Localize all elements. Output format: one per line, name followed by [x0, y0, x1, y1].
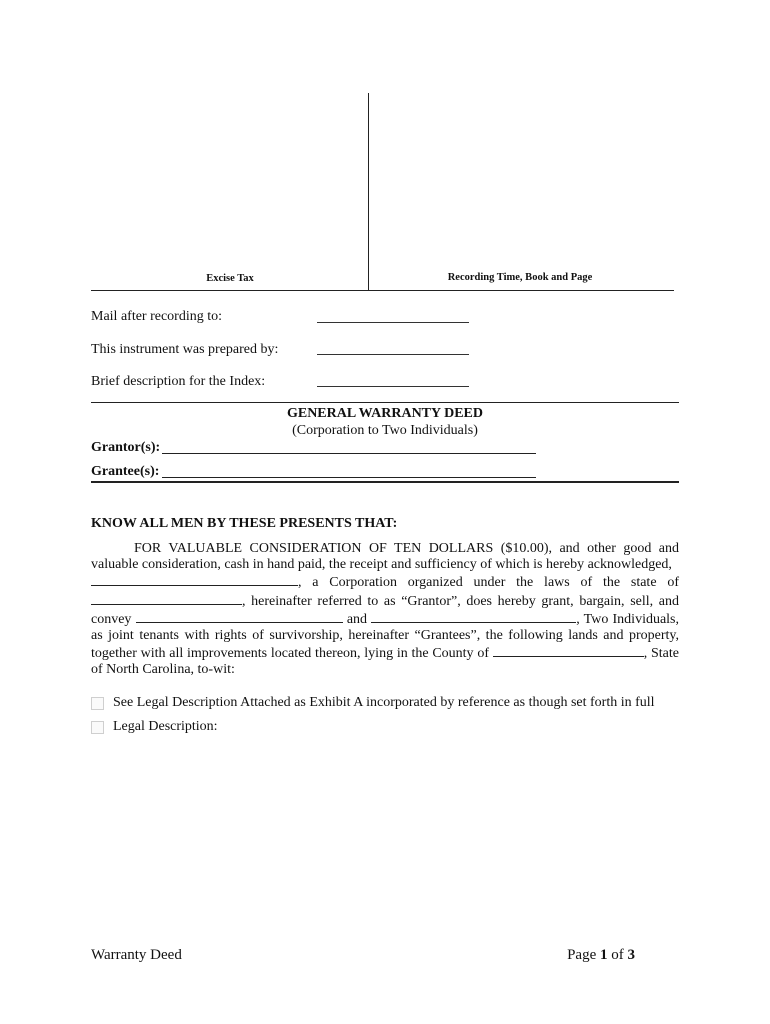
legal-checkbox[interactable]	[91, 721, 104, 734]
deed-rule	[91, 481, 679, 483]
mail-after-label: Mail after recording to:	[91, 309, 223, 324]
convey-text: convey	[91, 611, 132, 627]
survivorship-text: as joint tenants with rights of survivorship, hereinafter “Grantees”, the following lands and property,	[91, 628, 679, 644]
page-total: 3	[627, 947, 635, 963]
state-text: , State	[643, 646, 679, 662]
header-divider	[368, 93, 369, 290]
to-wit-text: of North Carolina, to-wit:	[91, 662, 235, 678]
grantor-field[interactable]	[162, 453, 536, 454]
page-number: 1	[600, 947, 608, 963]
county-field[interactable]	[493, 644, 644, 657]
corporation-text: , a Corporation organized under the laws of the state of	[298, 575, 679, 591]
deed-subtitle: (Corporation to Two Individuals)	[292, 423, 478, 438]
mail-after-field[interactable]	[317, 322, 469, 323]
exhibit-checkbox[interactable]	[91, 697, 104, 710]
two-individuals-text: , Two Individuals,	[576, 611, 680, 627]
page-of: of	[611, 947, 624, 963]
legal-label: Legal Description:	[113, 719, 218, 734]
grantee2-field[interactable]	[371, 610, 576, 623]
section-rule	[91, 402, 679, 403]
exhibit-label: See Legal Description Attached as Exhibit A incorporated by reference as though set forth in full	[113, 695, 655, 710]
page-prefix: Page	[567, 947, 597, 963]
legal-option[interactable]	[91, 719, 218, 735]
county-text: together with all improvements located thereon, lying in the County of	[91, 646, 489, 662]
footer-title: Warranty Deed	[91, 947, 182, 963]
prepared-by-label: This instrument was prepared by:	[91, 342, 279, 357]
grantee-field[interactable]	[162, 477, 536, 478]
grantee-label: Grantee(s):	[91, 464, 160, 479]
excise-tax-label: Excise Tax	[206, 273, 254, 284]
deed-title: GENERAL WARRANTY DEED	[286, 406, 484, 421]
index-description-field[interactable]	[317, 386, 469, 387]
body-heading: KNOW ALL MEN BY THESE PRESENTS THAT:	[91, 516, 398, 531]
conveyance-paragraph	[91, 541, 679, 679]
corporation-name-field[interactable]	[91, 573, 298, 586]
header-rule	[91, 290, 674, 291]
grantor-label: Grantor(s):	[91, 440, 161, 455]
consideration-text: FOR VALUABLE CONSIDERATION OF TEN DOLLARS ($10.00), and other good and valuable consideration, cash in hand paid, the receipt and sufficiency of which is hereby acknowledged,	[91, 541, 679, 573]
state-field[interactable]	[91, 592, 242, 605]
index-description-label: Brief description for the Index:	[91, 374, 266, 389]
prepared-by-field[interactable]	[317, 354, 469, 355]
recording-label: Recording Time, Book and Page	[447, 272, 593, 283]
and-text: and	[346, 611, 368, 627]
page-indicator	[567, 947, 635, 964]
grantee1-field[interactable]	[136, 610, 343, 623]
exhibit-option[interactable]	[91, 695, 655, 711]
grantor-text: , hereinafter referred to as “Grantor”, does hereby grant, bargain, sell, and	[242, 593, 679, 609]
